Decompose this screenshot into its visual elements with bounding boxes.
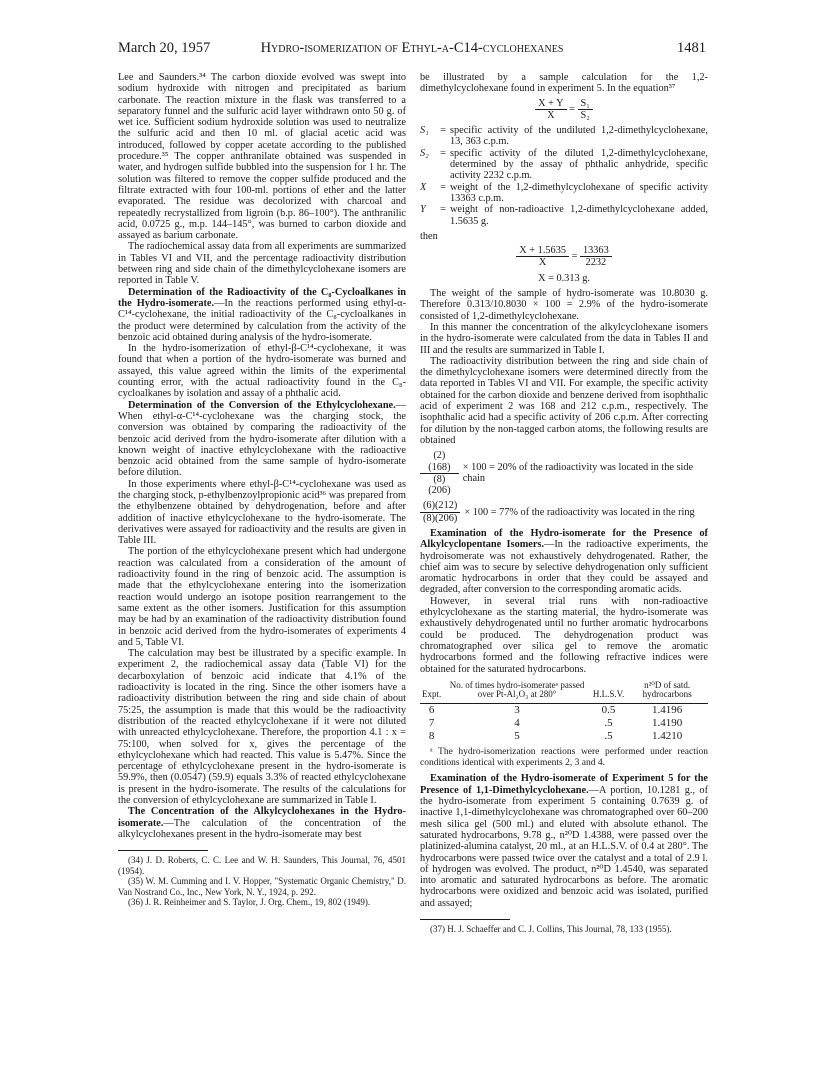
page-number: 1481	[677, 40, 706, 56]
fraction	[580, 245, 612, 269]
header-date: March 20, 1957	[118, 40, 211, 56]
section-heading: Examination of the Hydro-isomerate of Experiment 5 for the Presence of 1,1-Dimethylcyclohexane.	[420, 773, 708, 796]
table-cell: 1.4210	[651, 729, 683, 742]
paragraph-text: —When ethyl-α-C¹⁴-cyclohexane was the charging stock, the conversion was obtained by comparing the radioactivity of the benzoic acid derived from the hydro-isomerate after dilution with a known weight of inactive ethylcyclohexane with the radioactive benzoic acid obtained from the same sample of hydro-isomerate before dilution.	[118, 399, 406, 479]
table-header: n²⁰D of satd. hydrocarbons	[626, 681, 708, 704]
definition: specific activity of the undiluted 1,2-dimethylcyclohexane, 13, 363 c.p.m.	[450, 125, 708, 148]
paragraph-text: —In the reactions performed using ethyl-α-C¹⁴-cyclohexane, the initial radioactivity of the C₈-cycloalkanes in the product were determined by calculation from the activity of the benzoic acid obtained during analysis of the hydro-isomerate.	[118, 297, 407, 343]
calculation-result	[420, 450, 708, 496]
refractive-index-table	[420, 681, 708, 743]
footnotes	[118, 850, 406, 908]
symbol: X	[420, 181, 427, 193]
numerator: X + Y	[535, 98, 566, 110]
paragraph: be illustrated by a sample calculation for the 1,2-dimethylcyclohexane found in experiment 5. In the equation³⁷	[420, 72, 708, 95]
table-cell: 5	[514, 729, 520, 742]
definition: weight of non-radioactive 1,2-dimethylcyclohexane added, 1.5635 g.	[450, 204, 708, 227]
numerator: (6)(212)	[420, 500, 460, 512]
numerator: 13363	[580, 245, 612, 257]
table-cell: .5	[604, 716, 613, 729]
paragraph	[118, 400, 406, 479]
left-column	[118, 72, 406, 908]
variable-definitions: S₁ = specific activity of the undiluted 1,2-dimethylcyclohexane, 13, 363 c.p.m. S₂ = specific activity of the diluted 1,2-dimethylcyclohexane, determined by the assay of phthalic anhydride, specific activity 2232 c.p.m. X = weight of the 1,2-dimethylcyclohexane of specific activity 13363 c.p.m. Y = weight of non-radioactive 1,2-dimethylcyclohexane added, 1.5635 g.	[420, 125, 708, 227]
paragraph: In those experiments where ethyl-β-C¹⁴-cyclohexane was used as the charging stock, p-ethylbenzoylpropionic acid³⁶ was prepared from the ethylbenzene obtained by dehydrogenation, before and after addition of inactive ethylcyclohexane to the hydro-isomerate. The derivatives were assayed for radioactivity and the results are given in Table III.	[118, 478, 406, 547]
footnote: (35) W. M. Cumming and I. V. Hopper, "Systematic Organic Chemistry," D. Van Nostrand Co., Inc., New York, N. Y., 1924, p. 292.	[118, 876, 406, 897]
table-cell: 6	[428, 703, 435, 716]
symbol: S₂	[420, 147, 429, 159]
table-cell: 1.4196	[651, 703, 683, 716]
symbol: S₁	[420, 125, 429, 137]
fraction	[516, 245, 569, 269]
footnote: (36) J. R. Reinheimer and S. Taylor, J. Org. Chem., 19, 802 (1949).	[128, 897, 371, 908]
denominator: X	[538, 257, 547, 269]
calculation-result	[420, 500, 708, 524]
table-header: H.L.S.V.	[591, 681, 626, 704]
table-cell: 1.4190	[651, 716, 683, 729]
paragraph	[420, 773, 708, 909]
denominator: (8)(206)	[423, 512, 458, 524]
footnote-rule	[118, 850, 208, 851]
numerator: S₁	[578, 98, 593, 110]
section-heading: The Concentration of the Alkylcyclohexanes in the Hydro-isomerate.	[118, 806, 406, 829]
footnote-rule	[420, 919, 510, 920]
section-heading: Examination of the Hydro-isomerate for the Presence of Alkylcyclopentane Isomers.	[420, 527, 708, 551]
table-footnote: ᵃ The hydro-isomerization reactions were performed under reaction conditions identical with experiments 2, 3 and 4.	[420, 746, 708, 769]
definition: weight of the 1,2-dimethylcyclohexane of specific activity 13363 c.p.m.	[450, 181, 708, 204]
paragraph	[118, 806, 406, 840]
fraction	[578, 98, 593, 122]
section-heading: Determination of the Conversion of the Ethylcyclohexane.	[128, 399, 396, 411]
equation: $\frac{X + Y}{X}$ = $\frac{\text{S₁}}{\text{S₂}}$	[420, 98, 708, 122]
definition: specific activity of the diluted 1,2-dimethylcyclohexane, determined by the assay of phthalic anhydride, specific activity 2232 c.p.m.	[450, 147, 708, 182]
table-row	[420, 717, 708, 730]
right-column	[420, 72, 708, 935]
table-cell: 4	[514, 716, 520, 729]
table-cell: 8	[428, 729, 435, 742]
paragraph	[420, 528, 708, 596]
paragraph: then	[420, 230, 438, 242]
table-cell: 7	[428, 716, 435, 729]
paragraph: In the hydro-isomerization of ethyl-β-C¹⁴-cyclohexane, it was found that when a portion of the hydro-isomerate was burned and assayed, this value agreed within the limits of the experimental counting error, with the actual radioactivity found in the C₈-cycloalkanes by isolation and assay of a phthalic acid.	[118, 343, 406, 400]
paragraph: The radioactivity distribution between the ring and side chain of the dimethylcyclohexane isomers were determined directly from the data reported in Tables VI and VII. For example, the specific activity obtained for the carbon dioxide and benzene derived from isophthalic acid of experiment 2 was 168 and 212 c.p.m., respectively. The isophthalic acid had a specific activity of 206 c.p.m. After correcting for dilution by the non-tagged carbon atoms, the following results are obtained	[420, 355, 708, 446]
paragraph-text: —The calculation of the concentration of the alkylcyclohexanes present in the hydro-isomerate may best	[118, 817, 406, 840]
denominator: 2232	[585, 257, 607, 269]
paragraph-text: —In the radioactive experiments, the hydroisomerate was not exhaustively dehydrogenated. Rather, the chief aim was to secure by selective dehydrogenation only sufficient aromatic hydrocarbons in order that they could be assayed and degraded, after conversion to the corresponding aromatic acids.	[420, 539, 709, 596]
denominator: X	[547, 109, 555, 121]
header-title: Hydro-isomerization of Ethyl-α-C14-cyclohexanes	[260, 40, 564, 56]
equation: X = 0.313 g.	[538, 272, 590, 284]
paragraph	[118, 287, 406, 343]
symbol: Y	[420, 204, 426, 216]
denominator: S₂	[580, 109, 590, 121]
table-cell: 0.5	[601, 703, 616, 716]
footnote: (37) H. J. Schaeffer and C. J. Collins, This Journal, 78, 133 (1955).	[430, 924, 672, 934]
result-text: × 100 = 77% of the radioactivity was located in the ring	[464, 506, 695, 518]
section-heading: Determination of the Radioactivity of the C₈-Cycloalkanes in the Hydro-isomerate.	[118, 286, 406, 309]
table-cell: .5	[604, 729, 613, 742]
table-header: No. of times hydro-isomerateᵃ passed over Pt-Al₂O₃ at 280°	[443, 681, 591, 704]
table-row	[420, 703, 708, 717]
paragraph: However, in several trial runs with non-radioactive ethylcyclohexane as the starting material, the hydro-isomerate was exhaustively dehydrogenated until no further aromatic hydrocarbons could be produced. The dehydrogenation product was chromatographed over silica gel to remove the aromatic hydrocarbons formed and the following refractive indices were obtained for the saturated hydrocarbons.	[420, 595, 708, 675]
numerator: X + 1.5635	[516, 245, 569, 257]
table-header: Expt.	[420, 681, 443, 704]
footnote: (34) J. D. Roberts, C. C. Lee and W. H. Saunders, This Journal, 76, 4501 (1954).	[118, 855, 406, 876]
table-row	[420, 730, 708, 743]
paragraph: Lee and Saunders.³⁴ The carbon dioxide evolved was swept into sodium hydroxide with nitrogen and precipitated as barium carbonate. The reaction mixture in the flask was transferred to a separatory funnel and the sulfuric acid layer withdrawn onto 50 g. of wet ice. Sufficient sodium hydroxide solution was used to neutralize the sulfuric acid and then 10 ml. of glacial acetic acid was introduced, followed by copper acetate according to the published procedure.³⁵ The copper anthranilate obtained was suspended in water, and hydrogen sulfide bubbled into the suspension for 1 hr. The solution was filtered to remove the copper sulfide produced and the filtrate extracted with four 100-ml. portions of ether and the latter evaporated. The residue was decolorized with charcoal and repeatedly recrystallized from ligroin (b.p. 86–100°). The anthranilic acid, 0.0725 g., m.p. 144–145°, was burned to carbon dioxide and assayed as barium carbonate.	[118, 72, 406, 242]
result-text: × 100 = 20% of the radioactivity was located in the side chain	[462, 462, 694, 485]
paragraph: The radiochemical assay data from all experiments are summarized in Tables VI and VII, and the percentage radioactivity distribution between ring and side chain of the dimethylcyclohexane isomers are reported in Table V.	[118, 241, 406, 287]
table-cell: 3	[514, 703, 520, 716]
paragraph: The portion of the ethylcyclohexane present which had undergone reaction was calculated from a consideration of the amount of radioactivity found in the ring of benzoic acid. The assumption is made that the ethylcyclohexane entering into the isomerization reaction would undergo an isotope position rearrangement to the same extent as the other isomers. Justification for this assumption may be had by an examination of the radioactivity distribution found in benzoic acid derived from the hydro-isomerates of experiments 4 and 5, Table VI.	[118, 546, 406, 648]
fraction	[420, 450, 459, 496]
denominator: (8)(206)	[428, 473, 451, 497]
paragraph: In this manner the concentration of the alkylcyclohexane isomers in the hydro-isomerate were calculated from the data in Tables II and III and the results are summarized in Table I.	[420, 321, 708, 356]
running-header	[118, 40, 706, 58]
fraction	[535, 98, 566, 122]
numerator: (2)(168)	[420, 450, 459, 474]
paragraph-text: —A portion, 10.1281 g., of the hydro-isomerate from experiment 5 containing 0.7639 g. of inactive 1,1-dimethylcyclohexane was chromatographed over 60–200 mesh silica gel (500 ml.) and eluted with absolute ethanol. The saturated hydrocarbons, 9.78 g., n²⁰D 1.4388, were passed over the platinized-alumina catalyst, 20 ml., at an H.L.S.V. of 0.4 at 280°. The hydrocarbons were passed twice over the catalyst and a total of 2.9 l. of hydrogen was evolved. The product, n²⁰D 1.4540, was separated into aromatic and saturated hydrocarbons as before. The aromatic hydrocarbons were oxidized and benzoic acid was isolated, purified and assayed;	[420, 784, 708, 909]
equation: $\frac{X + 1.5635}{X}$ = $\frac{13363}{2232}$	[420, 245, 708, 269]
footnotes	[420, 919, 708, 935]
fraction	[420, 500, 460, 524]
paragraph: The weight of the sample of hydro-isomerate was 10.8030 g. Therefore 0.313/10.8030 × 100 = 2.9% of the hydro-isomerate consisted of 1,2-dimethylcyclohexane.	[420, 288, 708, 322]
paragraph: The calculation may best be illustrated by a specific example. In experiment 2, the radiochemical assay data (Table VI) for the decarboxylation of benzoic acid indicate that 4.1% of the radioactivity is located in the ring. Since the other isomers have a radioactivity distribution between the ring and side chain of about 75:25, the assumption is made that this would be the radioactivity distribution of the reacted ethylcyclohexane if it were not diluted with unreacted ethylcyclohexane. Therefore, the proportion 4.1 : x = 75:100, when solved for x, gives the percentage of the ethylcyclohexane which had reacted. This value is 5.47%. Since the percentage of ethylcyclohexane present in the hydro-isomerate is 59.9%, then (0.0547) (59.9) equals 3.3% of reacted ethylcyclohexane is present in the hydro-isomerate. The results of the calculations for the conversion of ethylcyclohexane are summarized in Table I.	[118, 648, 406, 806]
